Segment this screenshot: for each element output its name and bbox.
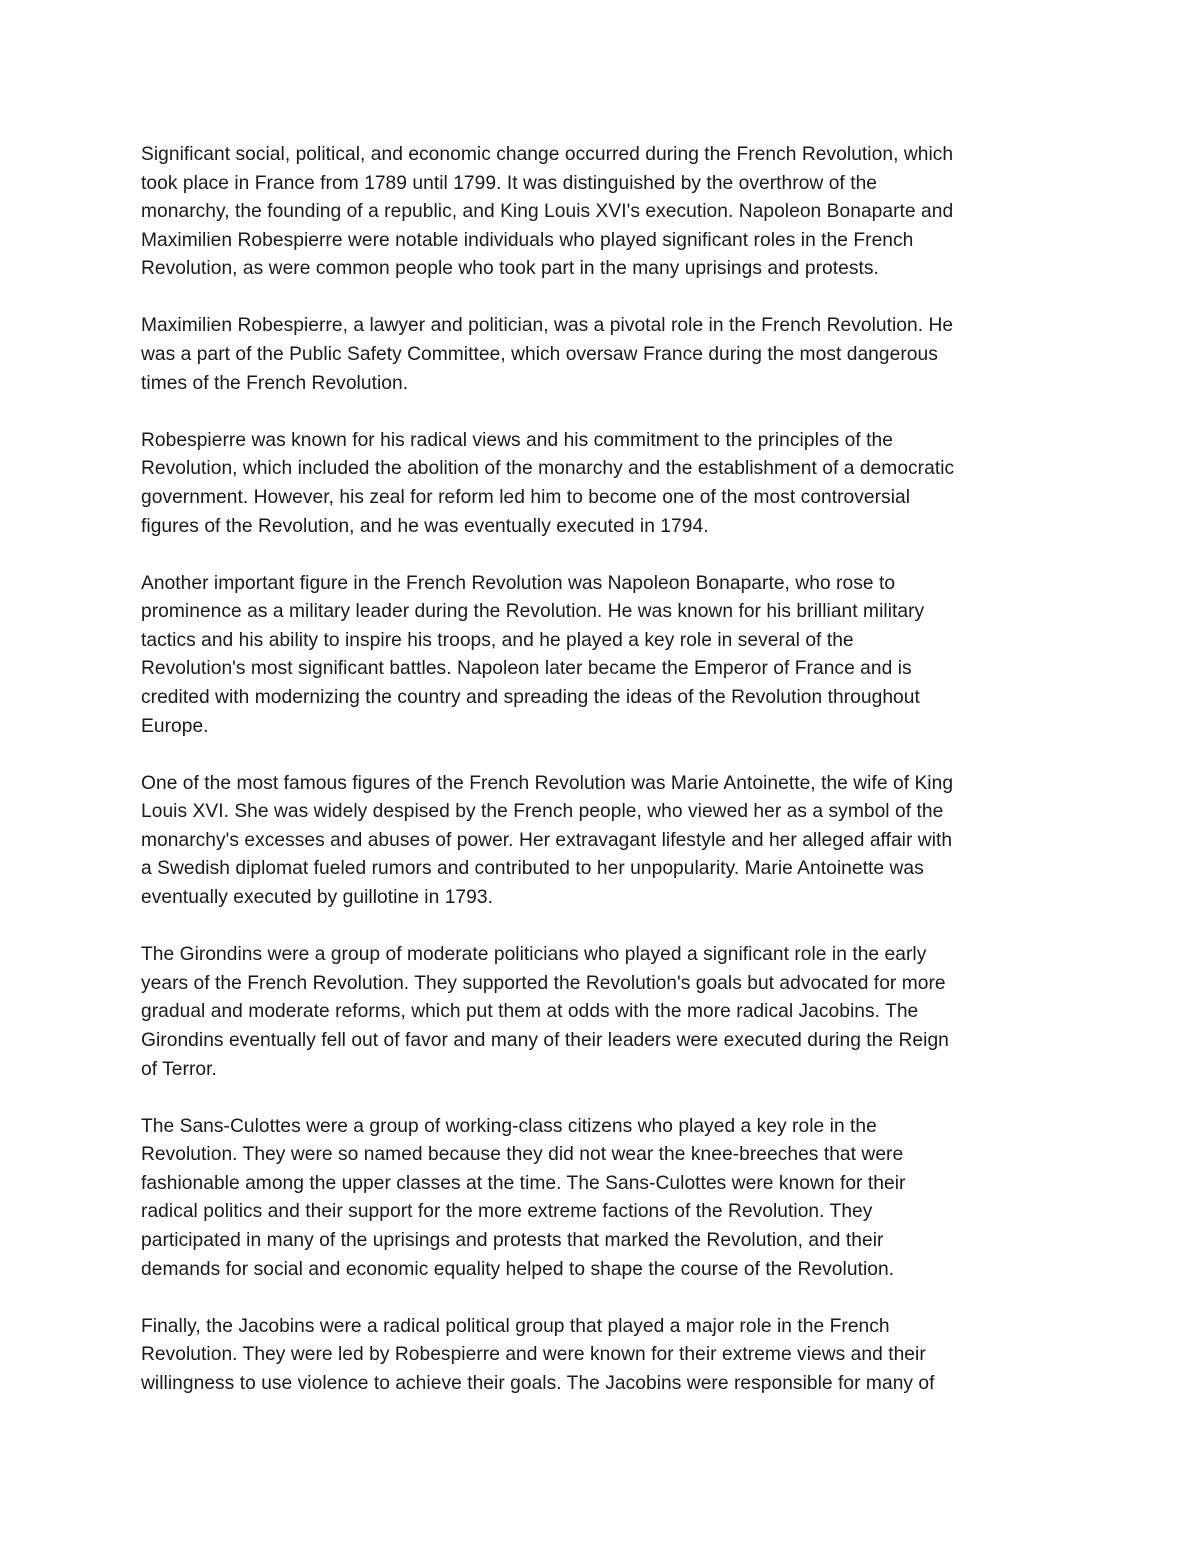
text-line: monarchy's excesses and abuses of power. Her extravagant lifestyle and her alleged affair with bbox=[141, 829, 953, 851]
text-line: figures of the Revolution, and he was eventually executed in 1794. bbox=[141, 515, 709, 537]
paragraph-sans-culottes bbox=[141, 1113, 1056, 1285]
text-line: Maximilien Robespierre, a lawyer and politician, was a pivotal role in the French Revolution. He bbox=[141, 315, 954, 337]
text-line: Finally, the Jacobins were a radical political group that played a major role in the French bbox=[141, 1315, 890, 1337]
text-line: The Girondins were a group of moderate politicians who played a significant role in the early bbox=[141, 944, 927, 966]
text-line: eventually executed by guillotine in 1793. bbox=[141, 887, 493, 909]
paragraph-jacobins bbox=[141, 1313, 1056, 1399]
text-line: participated in many of the uprisings and protests that marked the Revolution, and their bbox=[141, 1230, 884, 1251]
text-line: Revolution. They were led by Robespierre and were known for their extreme views and their bbox=[141, 1344, 926, 1366]
text-line: Girondins eventually fell out of favor and many of their leaders were executed during the Reign bbox=[141, 1029, 949, 1051]
text-line: demands for social and economic equality helped to shape the course of the Revolution. bbox=[141, 1258, 895, 1280]
text-line: years of the French Revolution. They supported the Revolution's goals but advocated for more bbox=[141, 972, 946, 994]
text-line: Robespierre was known for his radical views and his commitment to the principles of the bbox=[141, 429, 893, 451]
text-line: times of the French Revolution. bbox=[141, 372, 409, 394]
text-line: Europe. bbox=[141, 715, 209, 737]
text-line: tactics and his ability to inspire his troops, and he played a key role in several of the bbox=[141, 629, 854, 651]
text-line: Maximilien Robespierre were notable individuals who played significant roles in the French bbox=[141, 229, 914, 251]
text-line: Revolution. They were so named because they did not wear the knee-breeches that were bbox=[141, 1144, 904, 1166]
text-line: Revolution, as were common people who took part in the many uprisings and protests. bbox=[141, 258, 879, 280]
text-line: prominence as a military leader during the Revolution. He was known for his brilliant military bbox=[141, 601, 925, 623]
paragraph-napoleon bbox=[141, 570, 1056, 742]
text-line: gradual and moderate reforms, which put them at odds with the more radical Jacobins. The bbox=[141, 1001, 919, 1023]
text-line: Revolution's most significant battles. Napoleon later became the Emperor of France and is bbox=[141, 658, 912, 680]
text-line: willingness to use violence to achieve their goals. The Jacobins were responsible for many of bbox=[141, 1372, 935, 1394]
document-body bbox=[141, 141, 1056, 1398]
paragraph-robespierre-role bbox=[141, 312, 1056, 398]
paragraph-intro bbox=[141, 141, 1056, 284]
paragraph-girondins bbox=[141, 941, 1056, 1084]
text-line: monarchy, the founding of a republic, and King Louis XVI's execution. Napoleon Bonaparte and bbox=[141, 201, 954, 223]
text-line: The Sans-Culottes were a group of working-class citizens who played a key role in the bbox=[141, 1115, 877, 1137]
text-line: a Swedish diplomat fueled rumors and contributed to her unpopularity. Marie Antoinette was bbox=[141, 858, 924, 880]
text-line: fashionable among the upper classes at the time. The Sans-Culottes were known for their bbox=[141, 1172, 906, 1194]
paragraph-marie-antoinette bbox=[141, 770, 1056, 913]
text-line: Louis XVI. She was widely despised by the French people, who viewed her as a symbol of the bbox=[141, 801, 944, 823]
text-line: was a part of the Public Safety Committee, which oversaw France during the most dangerous bbox=[141, 344, 938, 366]
text-line: radical politics and their support for the more extreme factions of the Revolution. They bbox=[141, 1201, 873, 1223]
text-line: credited with modernizing the country and spreading the ideas of the Revolution throughout bbox=[141, 687, 920, 708]
text-line: of Terror. bbox=[141, 1058, 217, 1080]
text-line: took place in France from 1789 until 1799. It was distinguished by the overthrow of the bbox=[141, 172, 878, 194]
text-line: government. However, his zeal for reform led him to become one of the most controversial bbox=[141, 486, 911, 508]
text-line: Significant social, political, and economic change occurred during the French Revolution, which bbox=[141, 144, 954, 165]
text-line: Another important figure in the French Revolution was Napoleon Bonaparte, who rose to bbox=[141, 572, 896, 594]
text-line: One of the most famous figures of the French Revolution was Marie Antoinette, the wife of King bbox=[141, 772, 954, 794]
text-line: Revolution, which included the abolition of the monarchy and the establishment of a democratic bbox=[141, 458, 955, 480]
paragraph-robespierre-views bbox=[141, 427, 1056, 541]
